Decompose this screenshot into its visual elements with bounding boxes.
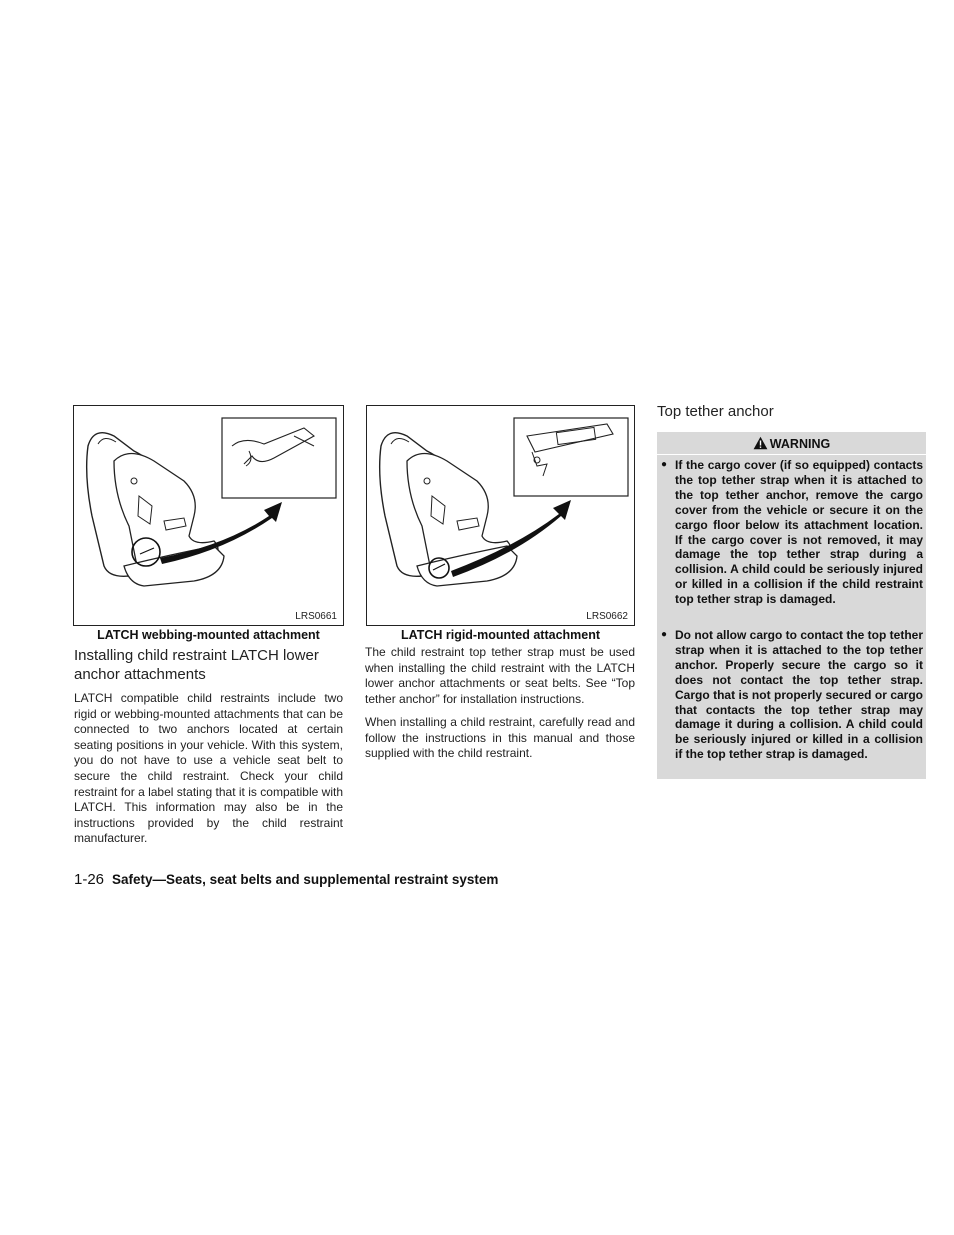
- figure-code: LRS0661: [295, 611, 337, 622]
- figure-rigid-mounted: [366, 405, 635, 626]
- bullet-icon: ●: [661, 629, 668, 640]
- chapter-title: Safety—Seats, seat belts and supplemental restraint system: [112, 872, 499, 887]
- figure-webbing-mounted: [73, 405, 344, 626]
- figure-caption: LATCH rigid-mounted attachment: [400, 628, 601, 642]
- section-heading-latch: Installing child restraint LATCH lower anchor attachments: [74, 647, 319, 683]
- figure-code: LRS0662: [586, 611, 628, 622]
- figure-caption: LATCH webbing-mounted attachment: [97, 628, 320, 642]
- warning-divider: [657, 454, 926, 455]
- tether-strap-paragraph: The child restraint top tether strap must be used when installing the child restraint with the LATCH lower anchor attachments or seat belts. See “Top tether anchor” for installation instructions.: [365, 645, 635, 706]
- seat-illustration-rigid: [367, 406, 634, 625]
- warning-box: [657, 432, 926, 779]
- section-heading-top-tether: Top tether anchor: [657, 403, 774, 420]
- warning-triangle-icon: [753, 436, 768, 453]
- page-footer: [74, 871, 498, 888]
- seat-illustration-webbing: [74, 406, 343, 625]
- warning-title: WARNING: [657, 436, 926, 453]
- bullet-icon: ●: [661, 459, 668, 470]
- latch-paragraph: LATCH compatible child restraints include two rigid or webbing-mounted attachments that can be connected to two anchors located at certain seating positions in your vehicle. With this system, you do not have to use a vehicle seat belt to secure the child restraint. Check your child restraint for a label stating that it is compatible with LATCH. This information may also be in the instructions provided by the child restraint manufacturer.: [74, 691, 343, 846]
- install-instructions-paragraph: When installing a child restraint, carefully read and follow the instructions in this manual and those supplied with the child restraint.: [365, 715, 635, 761]
- warning-bullet-cargo-contact: Do not allow cargo to contact the top tether strap when it is attached to the top tether anchor. Properly secure the cargo so it does not contact the top tether strap. Cargo that is not properly secured or cargo that contacts the top tether strap may damage it during a collision. A child could be seriously injured or killed in a collision if the top tether strap is damaged.: [675, 628, 924, 762]
- warning-bullet-cargo-cover: If the cargo cover (if so equipped) contacts the top tether strap when it is attached to the top tether anchor, remove the cargo cover from the vehicle or secure it on the cargo floor below its attachment location. If the cargo cover is not removed, it may damage the top tether strap during a collision. A child could be seriously injured or killed in a collision if the child restraint top tether strap is damaged.: [675, 458, 923, 607]
- page-number: 1-26: [74, 871, 105, 888]
